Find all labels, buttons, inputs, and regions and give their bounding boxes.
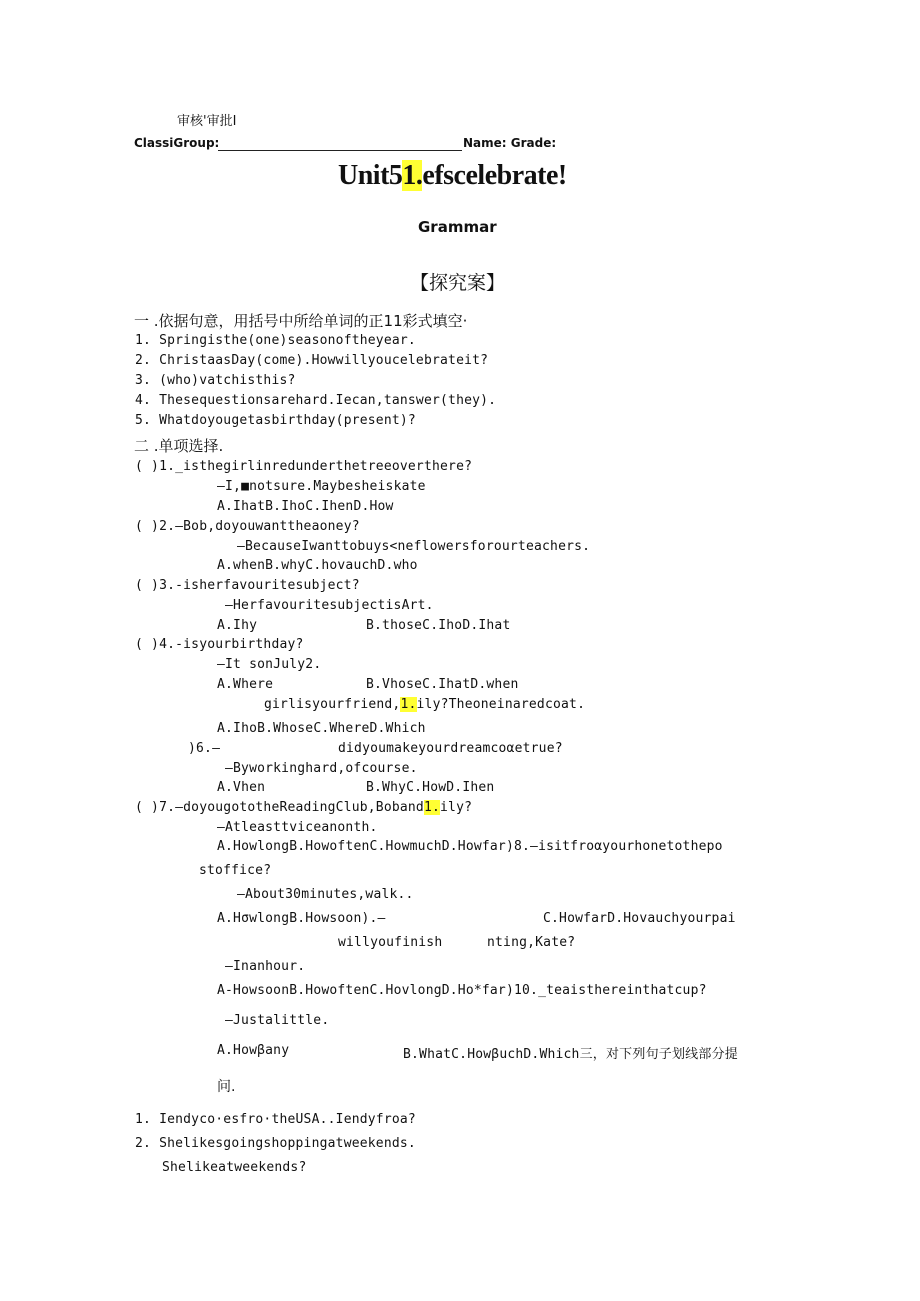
q4-options: B.VhoseC.IhatD.when: [366, 677, 519, 692]
q8-options-q9: A.HσwlongB.Howsoon).—: [217, 911, 386, 926]
q3-answer: —HerfavouritesubjectisArt.: [225, 598, 434, 613]
page-title: [338, 160, 567, 192]
q7-highlight: 1.: [423, 800, 441, 815]
part1-item: 5. Whatdoyougetasbirthday(present)?: [135, 413, 416, 428]
part1-item: 4. Thesequestionsarehard.Iecan,tanswer(they).: [135, 393, 497, 408]
title-pre: Unit5: [338, 160, 403, 191]
part3-heading-cont: 问.: [217, 1079, 236, 1095]
q7-question: [135, 800, 472, 815]
q3-options: B.thoseC.IhoD.Ihat: [366, 618, 511, 633]
part1-heading: 一 .依据句意，用括号中所给单词的正11彩式填空·: [134, 312, 468, 330]
q5-text-post: ily?Theoneinaredcoat.: [416, 697, 586, 712]
name-grade-label: Name: Grade:: [463, 136, 557, 150]
q10-option-a: A.Howβany: [217, 1043, 290, 1058]
q4-option-a: A.Where: [217, 677, 274, 692]
q8-answer: —About30minutes,walk..: [237, 887, 414, 902]
q4-question: ( )4.-isyourbirthday?: [135, 637, 304, 652]
q9-question-cont: nting,Kate?: [487, 935, 576, 950]
q2-options: A.whenB.whyC.hovauchD.who: [217, 558, 418, 573]
q9-options-q10: A-HowsoonB.HowoftenC.HovlongD.Ho*far)10._teaisthereinthatcup?: [217, 983, 707, 998]
q10-options: B.WhatC.HowβuchD.Which三，对下列句子划线部分提: [403, 1047, 738, 1062]
section-heading: 【探究案】: [410, 272, 506, 294]
q7-options-q8: A.HowlongB.HowoftenC.HowmuchD.Howfar)8.—isitfroαyourhonetothepo: [217, 839, 723, 854]
part1-item: 1. Springisthe(one)seasonoftheyear.: [135, 333, 416, 348]
class-group-label: ClassiGroup:: [134, 136, 220, 150]
title-highlight: 1.: [402, 160, 423, 191]
q2-answer: —BecauseIwanttobuys<neflowersforourteachers.: [237, 539, 591, 554]
q7-text-post: ily?: [440, 800, 473, 815]
part3-item: 2. Shelikesgoingshoppingatweekends.: [135, 1136, 416, 1151]
q8-continued: stoffice?: [199, 863, 272, 878]
q5-text-pre: girlisyourfriend,: [264, 697, 401, 712]
q6-question: didyoumakeyourdreamcoαetrue?: [338, 741, 563, 756]
q10-answer: —Justalittle.: [225, 1013, 330, 1028]
q7-text-pre: ( )7.—doyougototheReadingClub,Boband: [135, 800, 424, 815]
part2-heading: 二 .单项选择.: [134, 437, 224, 455]
q3-option-a: A.Ihy: [217, 618, 258, 633]
q6-option-a: A.Vhen: [217, 780, 266, 795]
part3-item: Shelikeatweekends?: [162, 1160, 307, 1175]
q7-answer: —Atleasttviceanonth.: [217, 820, 378, 835]
q5-options: A.IhoB.WhoseC.WhereD.Which: [217, 721, 426, 736]
title-post: efscelebrate!: [422, 160, 567, 191]
class-group-blank: [218, 150, 462, 151]
q4-answer: —It sonJuly2.: [217, 657, 322, 672]
review-label: 审核'审批I: [177, 114, 237, 129]
subtitle: Grammar: [418, 218, 497, 236]
q6-number: )6.—: [188, 741, 221, 756]
q1-question: ( )1._isthegirlinredunderthetreeoverthere?: [135, 459, 473, 474]
part1-item: 2. ChristaasDay(come).Howwillyoucelebrateit?: [135, 353, 489, 368]
part3-item: 1. Iendyco·esfro·theUSA..Iendyfroa?: [135, 1112, 416, 1127]
q6-options: B.WhyC.HowD.Ihen: [366, 780, 495, 795]
part1-item: 3. (who)vatchisthis?: [135, 373, 296, 388]
q9-answer: —Inanhour.: [225, 959, 306, 974]
q3-question: ( )3.-isherfavouritesubject?: [135, 578, 360, 593]
q1-options: A.IhatB.IhoC.IhenD.How: [217, 499, 394, 514]
q2-question: ( )2.—Bob,doyouwanttheaoney?: [135, 519, 360, 534]
q5-highlight: 1.: [400, 697, 417, 712]
q6-answer: —Byworkinghard,ofcourse.: [225, 761, 418, 776]
q1-answer: —I,■notsure.Maybesheiskate: [217, 479, 426, 494]
q8-options-q9-cont: C.HowfarD.Hovauchyourpai: [543, 911, 736, 926]
q9-question: willyoufinish: [338, 935, 443, 950]
q5-question: [264, 697, 585, 712]
